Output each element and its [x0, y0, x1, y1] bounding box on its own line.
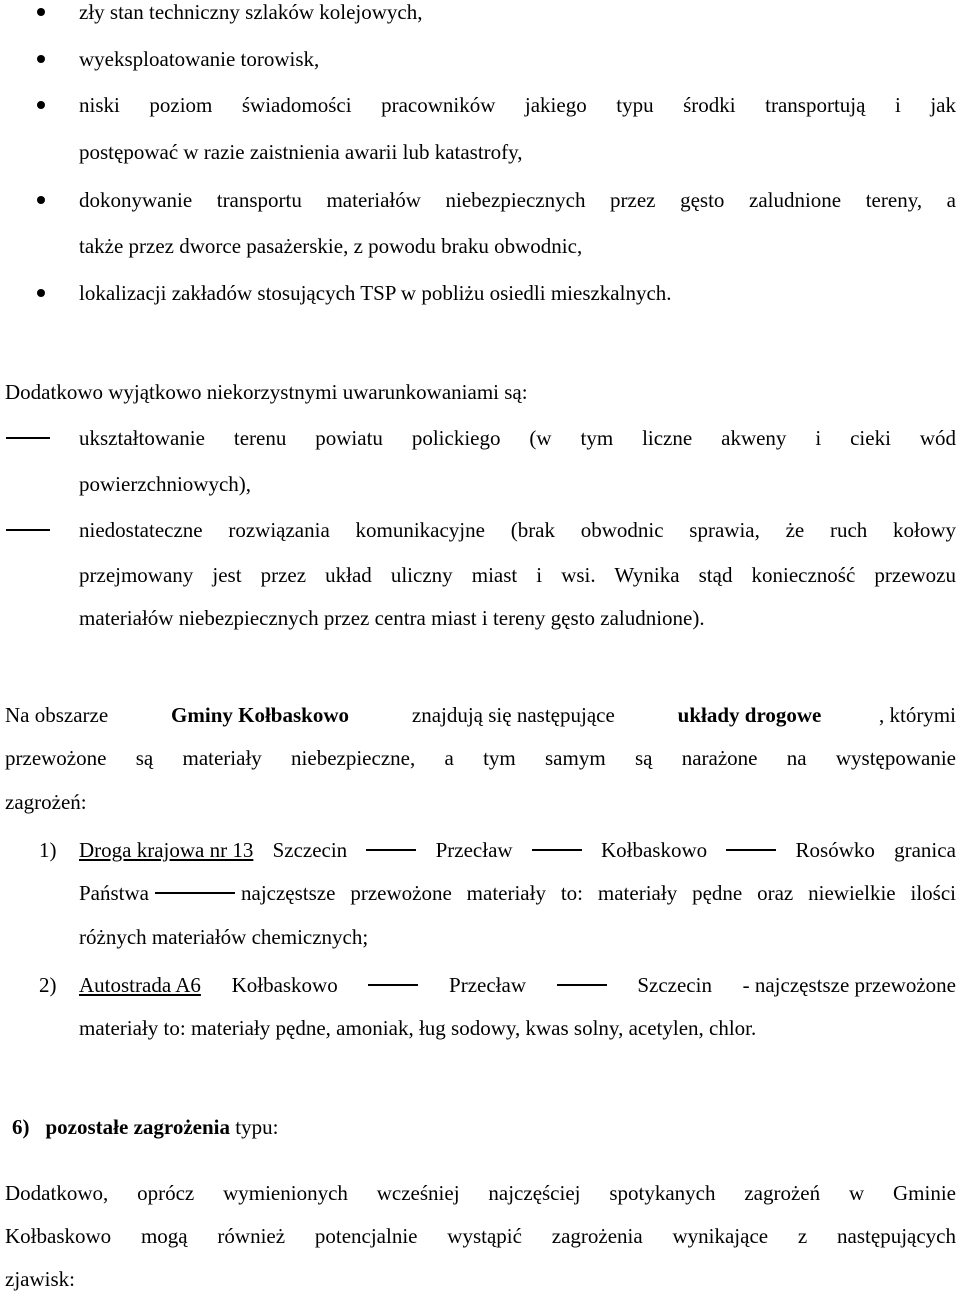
road-1-materials: najczęstsze przewożone materiały to: materiały pędne oraz niewielkie ilości	[241, 881, 956, 905]
gmina-name: Gminy Kołbaskowo	[171, 703, 350, 727]
route-separator	[532, 849, 582, 851]
route-stop: Kołbaskowo	[600, 838, 708, 862]
dash-item-1-line-1: ukształtowanie terenu powiatu polickiego (w tym liczne akweny i cieki wód	[79, 426, 956, 450]
road-1-line-1	[79, 838, 956, 862]
paragraph-other-line-1: Dodatkowo, oprócz wymienionych wcześniej najczęściej spotykanych zagrożeń w Gminie	[5, 1181, 956, 1205]
bullet-icon	[37, 55, 45, 63]
route-stop: Przecław	[449, 973, 527, 997]
route-separator	[726, 849, 776, 851]
road-1-name: Droga krajowa nr 13	[79, 838, 254, 862]
road-1-line-3: różnych materiałów chemicznych;	[79, 925, 369, 949]
paragraph-other-line-2: Kołbaskowo mogą również potencjalnie wystąpić zagrożenia wynikające z następujących	[5, 1224, 956, 1248]
bullet-icon	[37, 8, 45, 16]
route-separator	[368, 984, 418, 986]
bullet-item-3-line-2: postępować w razie zaistnienia awarii lub katastrofy,	[79, 140, 523, 164]
route-stop: Rosówko	[795, 838, 875, 862]
route-stop: Szczecin	[637, 973, 712, 997]
bullet-icon	[37, 101, 45, 109]
route-separator	[155, 892, 235, 894]
list-number: 2)	[39, 973, 57, 997]
route-stop: Państwa	[79, 881, 149, 905]
bullet-item-5: lokalizacji zakładów stosujących TSP w pobliżu osiedli mieszkalnych.	[79, 281, 672, 305]
section-heading	[12, 1115, 278, 1139]
route-stop: granica	[894, 838, 956, 862]
bullet-item-4-line-1: dokonywanie transportu materiałów niebezpiecznych przez gęsto zaludnione tereny, a	[79, 188, 956, 212]
bullet-icon	[37, 289, 45, 297]
list-number: 1)	[39, 838, 57, 862]
dash-item-2-line-3: materiałów niebezpiecznych przez centra miast i tereny gęsto zaludnione).	[79, 606, 705, 630]
dash-marker	[6, 529, 50, 531]
paragraph-roads-line-1	[5, 703, 956, 727]
route-stop: Szczecin	[272, 838, 348, 862]
dash-marker	[6, 437, 50, 439]
bullet-item-4-line-2: także przez dworce pasażerskie, z powodu braku obwodnic,	[79, 234, 583, 258]
road-1-line-2	[79, 881, 956, 905]
road-2-name: Autostrada A6	[79, 973, 201, 997]
road-2-line-2: materiały to: materiały pędne, amoniak, ług sodowy, kwas solny, acetylen, chlor.	[79, 1016, 757, 1040]
bullet-item-1: zły stan techniczny szlaków kolejowych,	[79, 0, 423, 24]
road-2-materials-start: - najczęstsze przewożone	[742, 973, 956, 997]
section-number: 6)	[12, 1115, 30, 1139]
road-systems-term: układy drogowe	[677, 703, 822, 727]
route-separator	[366, 849, 416, 851]
dash-item-1-line-2: powierzchniowych),	[79, 472, 252, 496]
section-title-rest: typu:	[230, 1115, 279, 1139]
bullet-icon	[37, 196, 45, 204]
bullet-item-2: wyeksploatowanie torowisk,	[79, 47, 320, 71]
route-stop: Przecław	[435, 838, 513, 862]
paragraph-intro: Dodatkowo wyjątkowo niekorzystnymi uwarunkowaniami są:	[5, 380, 528, 404]
text-fragment: znajdują się następujące	[406, 703, 621, 727]
road-2-line-1	[79, 973, 956, 997]
paragraph-roads-line-3: zagrożeń:	[5, 790, 87, 814]
dash-item-2-line-1: niedostateczne rozwiązania komunikacyjne (brak obwodnic sprawia, że ruch kołowy	[79, 518, 956, 542]
text-fragment: , którymi	[878, 703, 956, 727]
section-title: pozostałe zagrożenia	[45, 1115, 230, 1139]
paragraph-other-line-3: zjawisk:	[5, 1267, 75, 1291]
dash-item-2-line-2: przejmowany jest przez układ uliczny miast i wsi. Wynika stąd konieczność przewozu	[79, 563, 956, 587]
paragraph-roads-line-2: przewożone są materiały niebezpieczne, a tym samym są narażone na występowanie	[5, 746, 956, 770]
text-fragment: Na obszarze	[5, 703, 114, 727]
route-stop: Kołbaskowo	[231, 973, 338, 997]
bullet-item-3-line-1: niski poziom świadomości pracowników jakiego typu środki transportują i jak	[79, 93, 956, 117]
route-separator	[557, 984, 607, 986]
